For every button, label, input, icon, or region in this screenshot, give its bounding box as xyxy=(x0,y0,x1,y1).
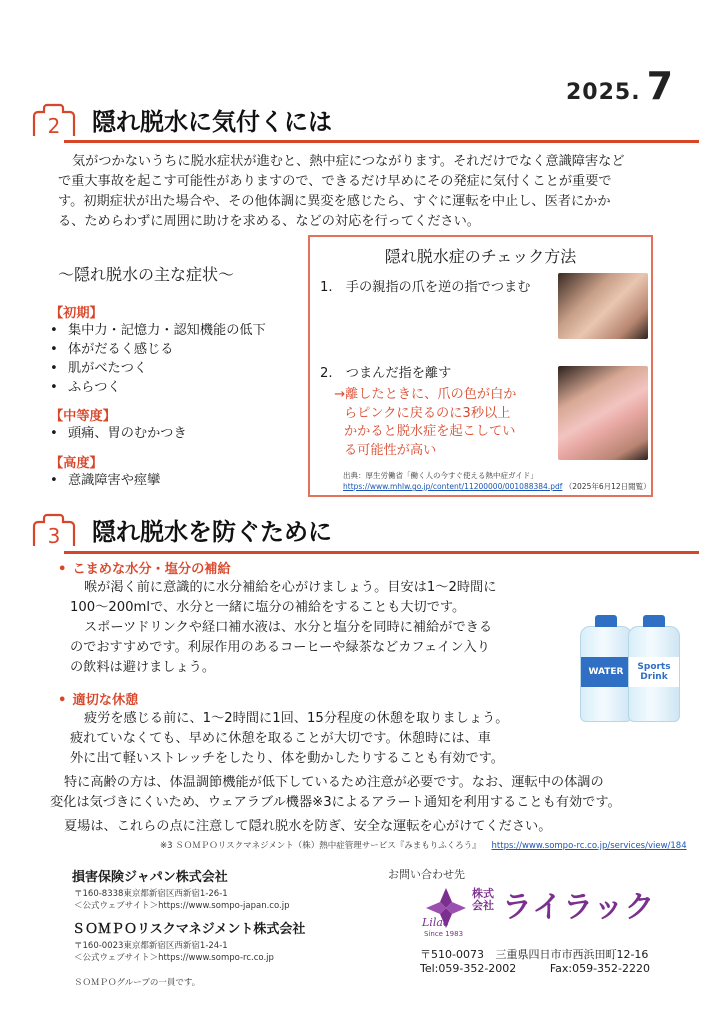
company1-name: 損害保険ジャパン株式会社 xyxy=(72,870,228,885)
symptom-item: • 頭痛、胃のむかつき xyxy=(50,424,300,443)
pinch-nail-photo xyxy=(558,273,648,339)
company1-site[interactable]: ＜公式ウェブサイト＞https://www.sompo-japan.co.jp xyxy=(74,901,290,911)
check-title: 隠れ脱水症のチェック方法 xyxy=(384,247,577,266)
symptom-item: • 意識障害や痙攣 xyxy=(50,471,300,490)
point2-heading: • 適切な休憩 xyxy=(58,693,139,708)
symptom-item: • ふらつく xyxy=(50,378,300,397)
contact-label: お問い合わせ先 xyxy=(388,868,465,881)
check-result: →離したときに、爪の色が白か らピンクに戻るのに3秒以上 かかると脱水症を起こしてい る可能性が高い xyxy=(334,387,517,458)
agency-tel: Tel:059-352-2002 xyxy=(420,962,517,975)
section2-header xyxy=(30,100,700,144)
section-number-badge-icon xyxy=(30,512,78,550)
symptom-category-label: 【中等度】 xyxy=(50,409,116,424)
symptoms-list xyxy=(50,302,300,490)
section2-rule xyxy=(64,140,699,143)
company2-name: ＳＯＭＰＯリスクマネジメント株式会社 xyxy=(72,922,306,937)
agency-name: ライラック xyxy=(502,890,656,925)
section3-header xyxy=(30,510,700,554)
agency-phone-line xyxy=(420,962,650,975)
issue-month: 7 xyxy=(646,64,674,108)
symptoms-title: ～隠れ脱水の主な症状～ xyxy=(58,265,235,284)
company1-address: 〒160-8338東京都新宿区西新宿1-26-1 xyxy=(74,889,228,899)
section-number-badge-icon xyxy=(30,102,78,140)
symptom-category-label: 【初期】 xyxy=(50,306,103,321)
symptom-item: • 体がだるく感じる xyxy=(50,340,300,359)
intro-line: す。初期症状が出た場合や、その他体調に異変を感じたら、すぐに運転を中止し、医者にかか xyxy=(58,194,611,209)
section2-title: 隠れ脱水に気付くには xyxy=(92,108,332,136)
company2-site[interactable]: ＜公式ウェブサイト＞https://www.sompo-rc.co.jp xyxy=(74,953,274,963)
intro-line: 気がつかないうちに脱水症状が進むと、熱中症につながります。それだけでなく意識障害など xyxy=(72,154,625,169)
group-note: ＳＯＭＰＯグループの一員です。 xyxy=(74,978,201,988)
point2-body: 疲労を感じる前に、1～2時間に1回、15分程度の休憩を取りましょう。 疲れていなくても、早めに休憩を取ることが大切です。休憩時には、車 外に出て軽いストレッチをしたり、体を動かしたりすることも有効です。 xyxy=(70,711,509,766)
closing-text: 特に高齢の方は、体温調節機能が低下しているため注意が必要です。なお、運転中の体調の 変化は気づきにくいため、ウェアラブル機器※3によるアラート通知を利用することも有効です。 夏場は、これらの点に注意して隠れ脱水を防ぎ、安全な運転を心がけてください。 xyxy=(50,775,621,834)
source-line: https://www.mhlw.go.jp/content/11200000/001088384.pdf （2025年6月12日閲覧） xyxy=(343,482,651,491)
lilac-logo xyxy=(416,878,476,938)
section2-intro xyxy=(58,152,698,232)
logo-lilac-text: Lilac xyxy=(422,916,450,929)
agency-fax: Fax:059-352-2220 xyxy=(549,962,651,975)
issue-year: 2025. xyxy=(566,80,641,105)
released-nail-photo xyxy=(558,366,648,460)
agency-address-line: 〒510-0073 三重県四日市市西浜田町12-16 xyxy=(420,948,649,961)
footnote: ※3 ＳＯＭＰＯリスクマネジメント（株）熱中症管理サービス『みまもりふくろう』 https://www.sompo-rc.co.jp/services/view/184 xyxy=(160,841,687,851)
source-label: 出典：厚生労働省「働く人の今すぐ使える熱中症ガイド」 xyxy=(343,471,538,480)
check-step2: 2. つまんだ指を離す xyxy=(320,366,452,381)
company2-address: 〒160-0023東京都新宿区西新宿1-24-1 xyxy=(74,941,228,951)
symptom-item: • 肌がべたつく xyxy=(50,359,300,378)
agency-type: 株式 会社 xyxy=(472,887,494,912)
point1-body: 喉が渇く前に意識的に水分補給を心がけましょう。目安は1～2時間に 100～200mlで、水分と一緒に塩分の補給をすることも大切です。 スポーツドリンクや経口補水液は、水分と塩分を同時に補給ができる のでおすすめです。利尿作用のあるコーヒーや緑茶などカフェイン入り の飲料は避けましょう。 xyxy=(70,580,497,675)
intro-line: で重大事故を起こす可能性がありますので、できるだけ早めにその発症に気付くことが重要で xyxy=(58,174,612,189)
check-step1: 1. 手の親指の爪を逆の指でつまむ xyxy=(320,280,531,295)
lilac-flower-icon xyxy=(416,878,476,938)
footnote-link[interactable]: https://www.sompo-rc.co.jp/services/view/184 xyxy=(491,841,687,851)
svg-text:2: 2 xyxy=(47,114,61,138)
svg-text:3: 3 xyxy=(47,524,61,548)
symptom-item: • 集中力・記憶力・認知機能の低下 xyxy=(50,321,300,340)
water-bottle-image: WATER xyxy=(580,626,632,722)
symptom-category-label: 【高度】 xyxy=(50,456,103,471)
section3-title: 隠れ脱水を防ぐために xyxy=(92,518,332,546)
sports-drink-bottle-image: Sports Drink xyxy=(628,626,680,722)
intro-line: る、ためらわずに周囲に助けを求める、などの対応を行ってください。 xyxy=(58,214,480,229)
logo-since: Since 1983 xyxy=(424,930,464,938)
point1-heading: • こまめな水分・塩分の補給 xyxy=(58,562,231,577)
source-link[interactable]: https://www.mhlw.go.jp/content/11200000/001088384.pdf xyxy=(343,482,563,491)
section3-rule xyxy=(64,551,699,554)
